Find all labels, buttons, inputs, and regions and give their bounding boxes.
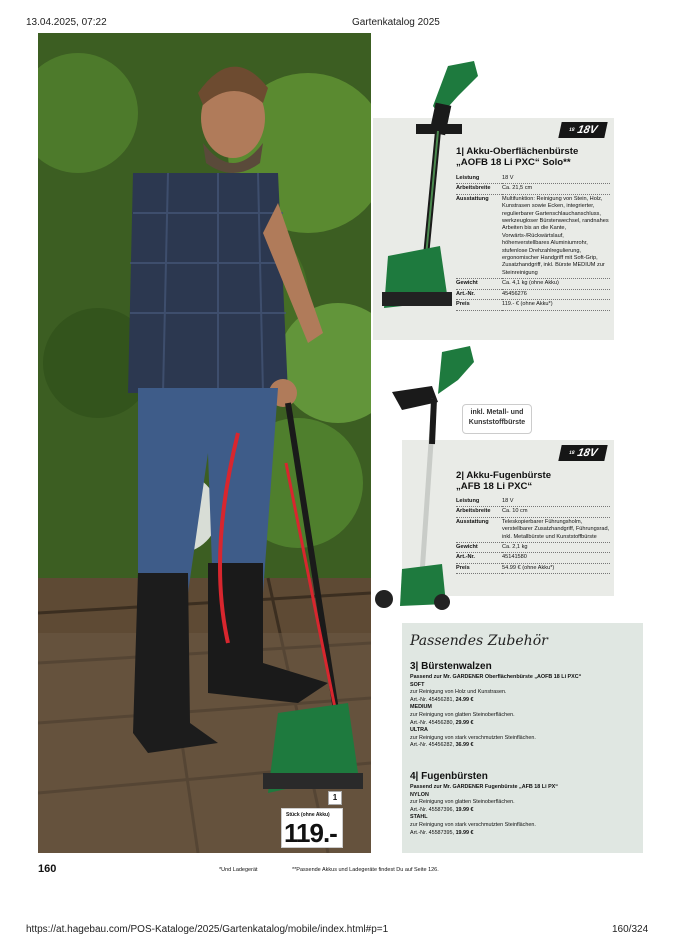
voltage-badge-value: 18V (576, 124, 599, 136)
price-tag-note: Stück (ohne Akku) (286, 812, 330, 818)
print-title: Gartenkatalog 2025 (352, 17, 440, 28)
accessory-art: Art.-Nr. 45456280, (410, 719, 455, 726)
spec-value: 18 V (502, 174, 610, 184)
accessory-name: ULTRA (410, 727, 428, 734)
spec-key: Art.-Nr. (456, 553, 502, 563)
voltage-badge-prefix: 18 (568, 450, 576, 456)
spec-key: Arbeitsbreite (456, 184, 502, 194)
spec-row (456, 543, 610, 553)
spec-value: Ca. 4,1 kg (ohne Akku) (502, 279, 610, 289)
spec-row (456, 289, 610, 299)
spec-key: Gewicht (456, 543, 502, 553)
page-number: 160 (38, 863, 57, 875)
accessories-title: Passendes Zubehör (410, 633, 548, 649)
product-photo (38, 33, 371, 853)
accessories-section2-subtitle: Passend zur Mr. GARDENER Fugenbürste „AFB 18 Li PX“ (410, 784, 558, 790)
accessory-desc: zur Reinigung von Holz und Kunstrasen. (410, 689, 507, 696)
accessory-desc: zur Reinigung von stark verschmutzten Steinflächen. (410, 821, 536, 828)
accessory-price: 29.99 € (455, 719, 474, 726)
garden-scene-image (38, 33, 371, 853)
accessory-art: Art.-Nr. 45587396, (410, 806, 455, 813)
spec-key: Ausstattung (456, 517, 502, 542)
spec-key: Art.-Nr. (456, 289, 502, 299)
voltage-badge-1 (558, 122, 607, 138)
voltage-badge-value: 18V (576, 447, 599, 459)
spec-key: Gewicht (456, 279, 502, 289)
accessories-section1-subtitle: Passend zur Mr. GARDENER Oberflächenbürste „AOFB 18 Li PXC“ (410, 674, 582, 680)
accessory-price: 19.99 € (455, 829, 474, 836)
accessory-name: MEDIUM (410, 704, 432, 711)
accessories-box (402, 623, 643, 853)
spec-value: 54.99 € (ohne Akku*) (502, 563, 610, 573)
spec-key: Leistung (456, 497, 502, 507)
brush-callout (462, 404, 532, 434)
spec-row (456, 563, 610, 573)
accessories-section2-heading: 4| Fugenbürsten (410, 771, 488, 782)
accessories-section2-body (410, 784, 638, 837)
footnote-1: *Und Ladegerät (219, 867, 258, 873)
accessory-price: 36.99 € (455, 742, 474, 749)
accessory-name: SOFT (410, 681, 425, 688)
spec-value: Multifunktion: Reinigung von Stein, Holz, Kunstrasen sowie Ecken, integrierter, regulierbarer Gartenschlauchanschluss, werkzeugloser Bürstenwechsel, randnahes Arbeiten bis an die Kante, Vorwärts-/Rückwärtslauf, höhenverstellbares Aluminiumrohr, stufenlose Drehzahlregulierung, ergonomischer Handgriff mit Soft-Grip, Zusatzhandgriff, inkl. Bürste MEDIUM zur Steinreinigung (502, 194, 610, 278)
accessory-art: Art.-Nr. 45587395, (410, 829, 455, 836)
product-1-title-line1: 1| Akku-Oberflächenbürste (456, 146, 579, 157)
spec-value: 45141580 (502, 553, 610, 563)
voltage-badge-2 (558, 445, 607, 461)
spec-value: 45456276 (502, 289, 610, 299)
print-url: https://at.hagebau.com/POS-Kataloge/2025/Gartenkatalog/mobile/index.html#p=1 (26, 924, 389, 935)
product-1-spec-table (456, 174, 610, 311)
spec-value: 119.- € (ohne Akku*) (502, 300, 610, 310)
accessory-price: 19.99 € (455, 806, 474, 813)
photo-number-badge: 1 (328, 791, 342, 805)
accessory-name: NYLON (410, 791, 429, 798)
spec-row (456, 517, 610, 542)
product-2-title (456, 470, 616, 492)
spec-value: Ca. 10 cm (502, 507, 610, 517)
spec-row (456, 184, 610, 194)
accessories-section1-heading: 3| Bürstenwalzen (410, 661, 492, 672)
spec-row (456, 497, 610, 507)
accessories-section1-body (410, 674, 638, 750)
spec-row (456, 194, 610, 278)
product-1-title (456, 146, 616, 168)
spec-value: Teleskopierbarer Führungsholm, verstellbarer Zusatzhandgriff, Führungsrad, inkl. Metallbürste und Kunststoffbürste (502, 517, 610, 542)
voltage-badge-prefix: 18 (568, 127, 576, 133)
spec-value: 18 V (502, 497, 610, 507)
accessory-art: Art.-Nr. 45456282, (410, 742, 455, 749)
spec-row (456, 279, 610, 289)
spec-key: Arbeitsbreite (456, 507, 502, 517)
footnote-2: **Passende Akkus und Ladegeräte findest Du auf Seite 126. (292, 867, 439, 873)
print-datetime: 13.04.2025, 07:22 (26, 17, 107, 28)
spec-key: Preis (456, 300, 502, 310)
spec-key: Leistung (456, 174, 502, 184)
accessory-art: Art.-Nr. 45456281, (410, 696, 455, 703)
spec-row (456, 300, 610, 310)
product-2-title-line2: „AFB 18 Li PXC“ (456, 481, 533, 492)
product-2-spec-table (456, 497, 610, 574)
price-tag (281, 808, 343, 848)
accessory-desc: zur Reinigung von stark verschmutzten Steinflächen. (410, 734, 536, 741)
accessory-desc: zur Reinigung von glatten Steinoberflächen. (410, 711, 515, 718)
spec-value: Ca. 2,1 kg (502, 543, 610, 553)
spec-value: Ca. 21,5 cm (502, 184, 610, 194)
product-1-title-line2: „AOFB 18 Li PXC“ Solo** (456, 157, 571, 168)
accessory-price: 24.99 € (455, 696, 474, 703)
spec-row (456, 553, 610, 563)
accessory-desc: zur Reinigung von glatten Steinoberflächen. (410, 799, 515, 806)
product-2-title-line1: 2| Akku-Fugenbürste (456, 470, 552, 481)
callout-line2: Kunststoffbürste (468, 419, 526, 426)
price-tag-price: 119.- (284, 818, 337, 848)
spec-row (456, 507, 610, 517)
print-page-count: 160/324 (612, 924, 649, 935)
accessory-name: STAHL (410, 814, 428, 821)
spec-key: Ausstattung (456, 194, 502, 278)
spec-row (456, 174, 610, 184)
callout-line1: inkl. Metall- und (470, 409, 524, 416)
spec-key: Preis (456, 563, 502, 573)
